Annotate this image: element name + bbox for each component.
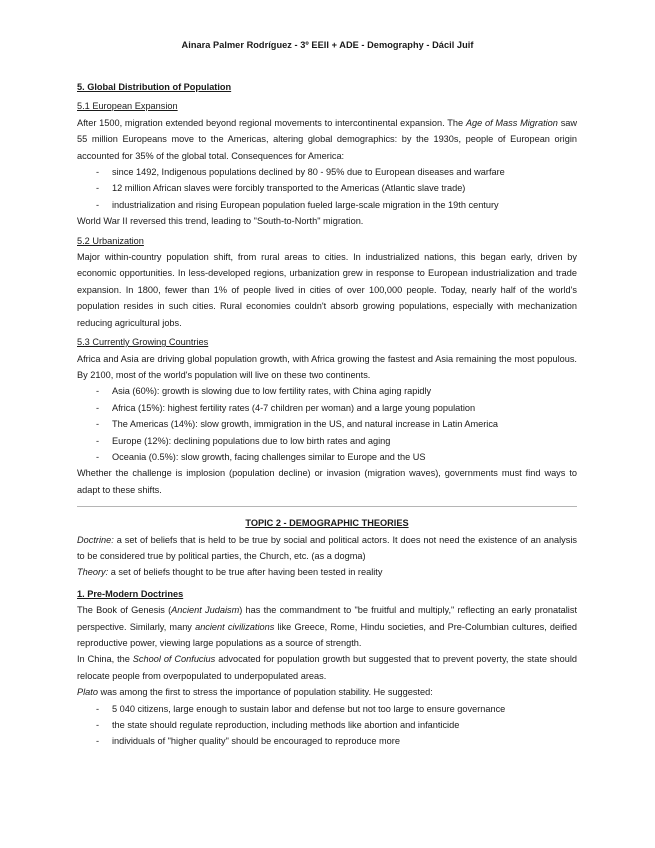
section-divider (77, 506, 577, 507)
document-body (77, 79, 577, 750)
list-item: - Asia (60%): growth is slowing due to low fertility rates, with China aging rapidly (77, 383, 577, 399)
paragraph: Plato was among the first to stress the importance of population stability. He suggested: (77, 687, 433, 698)
list-item: - 5 040 citizens, large enough to sustain labor and defense but not too large to ensure governance (77, 701, 577, 717)
list-item: - industrialization and rising European population fueled large-scale migration in the 19th century (77, 197, 577, 213)
list-item: - Europe (12%): declining populations due to low birth rates and aging (77, 433, 577, 449)
subsection-heading-european-expansion: 5.1 European Expansion (77, 101, 178, 112)
section-heading: 5. Global Distribution of Population (77, 82, 232, 92)
emphasis: ancient civilizations (195, 621, 275, 632)
subsection-heading-urbanization: 5.2 Urbanization (77, 235, 144, 246)
paragraph: The Book of Genesis (Ancient Judaism) has the commandment to "be fruitful and multiply," reflecting an early pronatalist perspective. Similarly, many ancient civilizations like Greece, Rome, Hindu societies, and Pre-Columbian cultures, deified reproductive power, viewing large populations as a source of strength. (77, 605, 577, 648)
emphasis: Plato (77, 687, 98, 698)
bullet-list (77, 164, 577, 213)
emphasis: Age of Mass Migration (465, 117, 558, 128)
subsection-heading-growing-countries: 5.3 Currently Growing Countries (77, 337, 209, 348)
paragraph: Whether the challenge is implosion (population decline) or invasion (migration waves), governments must find ways to adapt to these shifts. (77, 468, 577, 495)
list-item: - 12 million African slaves were forcibly transported to the Americas (Atlantic slave trade) (77, 180, 577, 196)
list-item: - the state should regulate reproduction, including methods like abortion and infanticide (77, 717, 577, 733)
page-header: Ainara Palmer Rodríguez - 3º EEII + ADE - Demography - Dácil Juif (181, 40, 474, 50)
list-item: - Africa (15%): highest fertility rates (4-7 children per woman) and a large young population (77, 400, 577, 416)
bullet-list (77, 701, 577, 750)
list-item: - individuals of "higher quality" should be encouraged to reproduce more (77, 733, 577, 749)
list-item: - Oceania (0.5%): slow growth, facing challenges similar to Europe and the US (77, 449, 577, 465)
list-item: - since 1492, Indigenous populations declined by 80 - 95% due to European diseases and warfare (77, 164, 577, 180)
paragraph: In China, the School of Confucius advocated for population growth but suggested that to prevent poverty, the state should relocate people from overpopulated to underpopulated areas. (77, 654, 577, 681)
paragraph: Major within-country population shift, from rural areas to cities. In industrialized nations, this began early, driven by economic opportunities. In less-developed regions, urbanization grew in response to European industrialization and trade expansion. In 1800, fewer than 1% of people lived in cities of over 100,000 people. Today, nearly half of the world's population resides in such cities. Rural economies couldn't absorb growing populations, especially with mechanization reducing agricultural jobs. (77, 252, 577, 328)
paragraph: World War II reversed this trend, leading to "South-to-North" migration. (77, 216, 364, 227)
paragraph: After 1500, migration extended beyond regional movements to intercontinental expansion. The Age of Mass Migration saw 55 million Europeans move to the Americas, altering global demographics: by the 1930s, people of European origin accounted for 35% of the global total. Consequences for America: (77, 117, 578, 161)
section-heading: 1. Pre-Modern Doctrines (77, 588, 184, 599)
definition-theory: Theory: a set of beliefs thought to be true after having been tested in reality (77, 567, 383, 578)
definition-doctrine: Doctrine: a set of beliefs that is held to be true by social and political actors. It does not need the existence of an analysis to be considered true by political parties, the Church, etc. (as a dogma) (77, 534, 578, 561)
paragraph: Africa and Asia are driving global population growth, with Africa growing the fastest and Asia remaining the most populous. By 2100, most of the world's population will live on these two continents. (77, 353, 577, 380)
bullet-list (77, 383, 577, 465)
term: Theory: (77, 567, 109, 578)
list-item: - The Americas (14%): slow growth, immigration in the US, and natural increase in Latin America (77, 416, 577, 432)
term: Doctrine: (77, 534, 114, 545)
topic-title: TOPIC 2 - DEMOGRAPHIC THEORIES (245, 518, 409, 529)
emphasis: School of Confucius (132, 654, 216, 665)
emphasis: Ancient Judaism (171, 605, 240, 616)
